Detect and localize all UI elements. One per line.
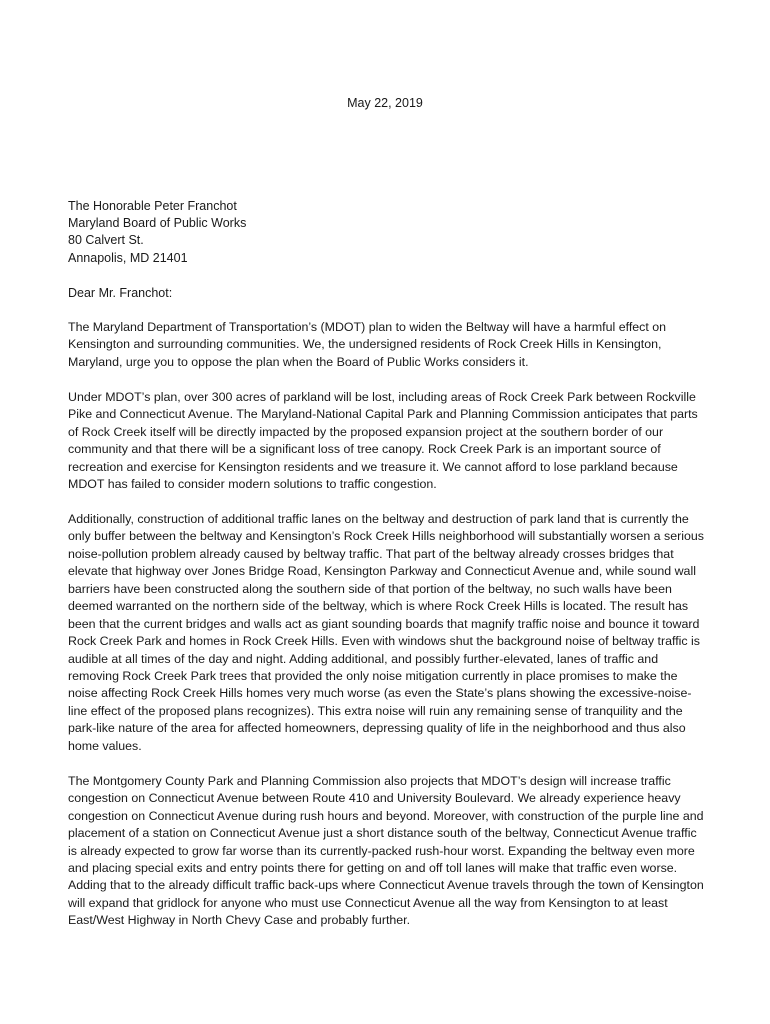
paragraph-congestion: The Montgomery County Park and Planning Commission also projects that MDOT’s design will increase traffic congestion on Connecticut Avenue between Route 410 and University Boulevard. We already experience heavy congestion on Connecticut Avenue during rush hours and beyond. Moreover, with construction of the purple line and placement of a station on Connecticut Avenue just a short distance south of the beltway, Connecticut Avenue traffic is already expected to grow far worse than its currently-packed rush-hour worst. Expanding the beltway even more and placing special exits and entry points there for getting on and off toll lanes will make that traffic even worse. Adding that to the already difficult traffic back-ups where Connecticut Avenue travels through the town of Kensington will expand that gridlock for anyone who must use Connecticut Avenue all the way from Kensington to at least East/West Highway in North Chevy Case and probably further. [68,773,704,928]
recipient-organization: Maryland Board of Public Works [68,216,247,231]
paragraph-parkland: Under MDOT’s plan, over 300 acres of parkland will be lost, including areas of Rock Creek Park between Rockville Pike and Connecticut Avenue. The Maryland-National Capital Park and Planning Commission anticipates that parts of Rock Creek itself will be directly impacted by the proposed expansion project at the southern border of our community and that there will be a significant loss of tree canopy. Rock Creek Park is an important source of recreation and exercise for Kensington residents and we treasure it. We cannot afford to lose parkland because MDOT has failed to consider modern solutions to traffic congestion. [68,389,698,492]
letter-body [68,319,704,947]
recipient-address [68,198,708,267]
paragraph-intro: The Maryland Department of Transportation’s (MDOT) plan to widen the Beltway will have a harmful effect on Kensington and surrounding communities. We, the undersigned residents of Rock Creek Hills in Kensington, Maryland, urge you to oppose the plan when the Board of Public Works considers it. [68,320,667,369]
recipient-city-state-zip: Annapolis, MD 21401 [68,250,188,265]
paragraph-noise: Additionally, construction of additional traffic lanes on the beltway and destruction of park land that is currently the only buffer between the beltway and Kensington’s Rock Creek Hills neighborhood will substantially worsen a serious noise-pollution problem already caused by beltway traffic. That part of the beltway already crosses bridges that elevate that highway over Jones Bridge Road, Kensington Parkway and Connecticut Avenue and, while sound wall barriers have been constructed along the southern side of that portion of the beltway, no such walls have been deemed warranted on the northern side of the beltway, which is where Rock Creek Hills is located. The result has been that the current bridges and walls act as giant sounding boards that magnify traffic noise and bounce it toward Rock Creek Park and homes in Rock Creek Hills. Even with windows shut the background noise of beltway traffic is audible at all times of the day and night. Adding additional, and possibly further-elevated, lanes of traffic and removing Rock Creek Park trees that provided the only noise mitigation currently in place promises to make the noise affecting Rock Creek Hills homes very much worse (as even the State’s plans showing the excessive-noise-line effect of the proposed plans recognizes). This extra noise will ruin any remaining sense of tranquility and the park-like nature of the area for affected homeowners, depressing quality of life in the neighborhood and thus also home values. [68,511,704,753]
recipient-name: The Honorable Peter Franchot [68,199,237,213]
recipient-street: 80 Calvert St. [68,233,144,248]
letter-date: May 22, 2019 [347,96,423,110]
salutation: Dear Mr. Franchot: [68,286,173,300]
